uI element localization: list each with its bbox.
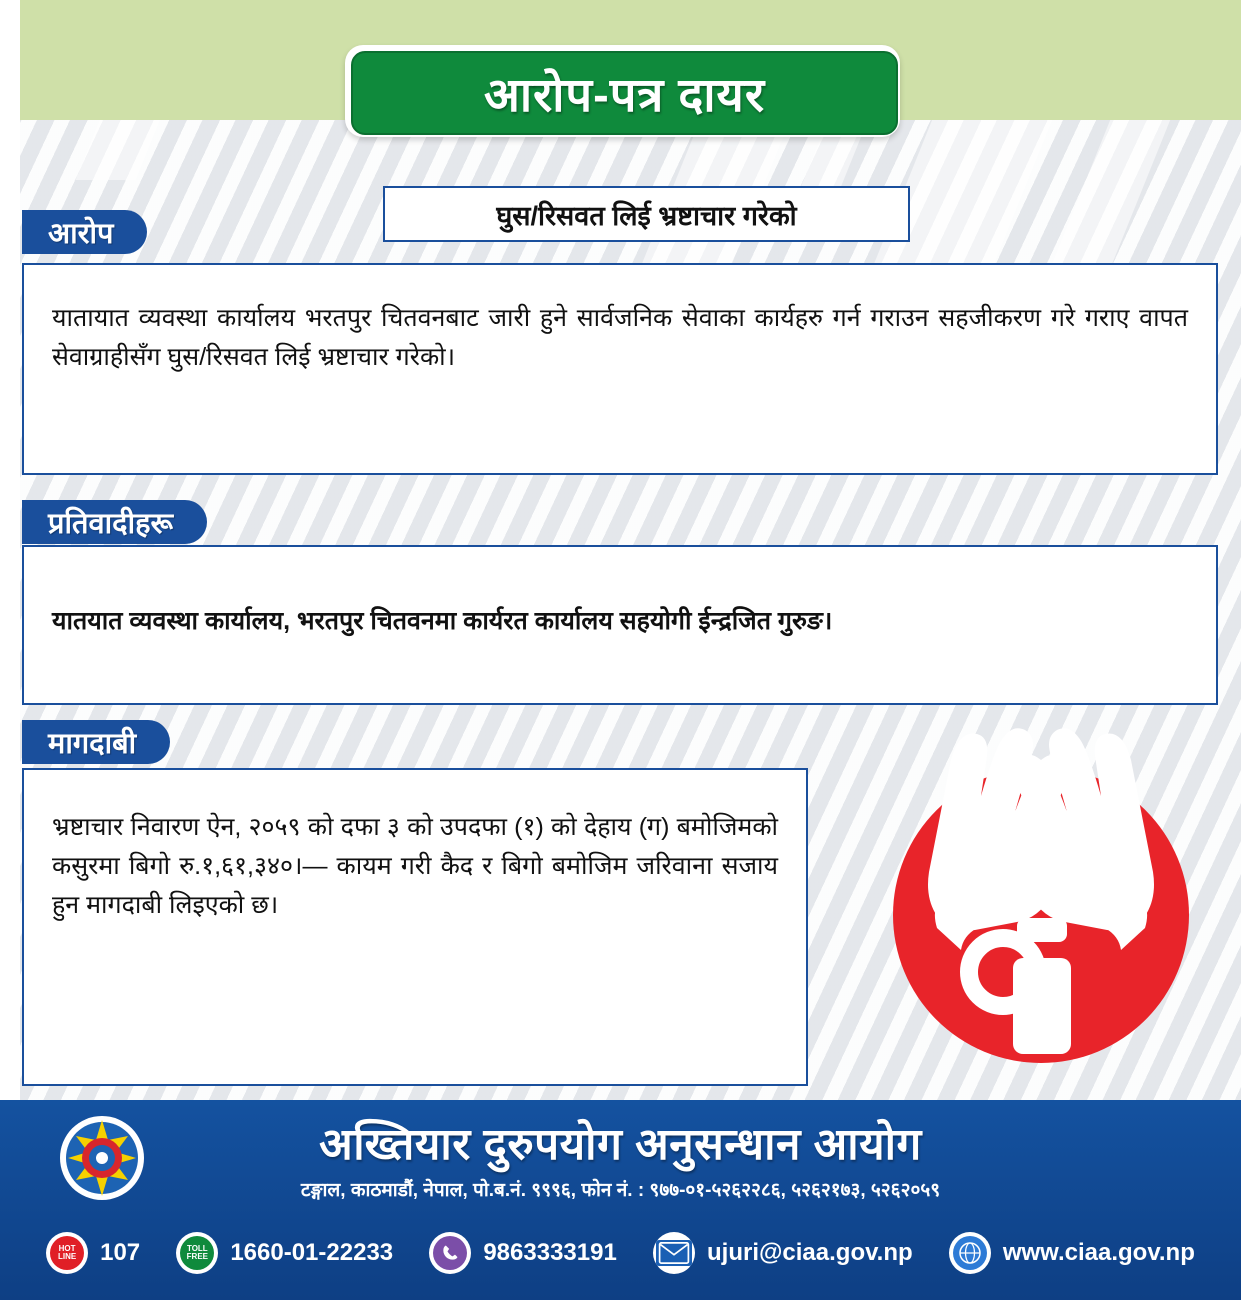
- footer: [0, 1100, 1241, 1300]
- footer-org-address: टङ्गाल, काठमाडौं, नेपाल, पो.ब.नं. ९९९६, फोन नं. : ९७७-०१-५२६२२८६, ५२६२१७३, ५२६२०५९: [300, 1180, 941, 1201]
- hotline-icon: [46, 1232, 88, 1274]
- poster-title: [345, 45, 900, 137]
- poster-subtitle-text: घुस/रिसवत लिई भ्रष्टाचार गरेको: [496, 200, 797, 231]
- tollfree-icon-label-2: FREE: [186, 1252, 208, 1261]
- email-icon: [653, 1232, 695, 1274]
- footer-contact-row: [0, 1218, 1241, 1288]
- tollfree-icon-label-1: TOLL: [186, 1243, 208, 1253]
- section-tab-magdabi-label: मागदाबी: [48, 727, 137, 760]
- contact-website[interactable]: [949, 1232, 1195, 1274]
- section-box-magdabi: [22, 768, 808, 1086]
- section-box-prativadi: [22, 545, 1218, 705]
- poster-subtitle-box: [383, 186, 910, 242]
- poster-title-plate: [351, 51, 898, 135]
- section-tab-aarop-label: आरोप: [48, 217, 114, 250]
- section-tab-magdabi: [22, 720, 170, 764]
- contact-email-text: ujuri@ciaa.gov.np: [707, 1239, 913, 1266]
- contact-tollfree[interactable]: [176, 1232, 393, 1274]
- section-tab-aarop: [22, 210, 147, 254]
- hotline-icon-label-2: LINE: [57, 1252, 77, 1261]
- contact-email[interactable]: [653, 1232, 913, 1274]
- contact-hotline-text: 107: [100, 1239, 141, 1266]
- contact-viber[interactable]: [429, 1232, 616, 1274]
- section-box-aarop: [22, 263, 1218, 475]
- contact-website-text: www.ciaa.gov.np: [1002, 1239, 1195, 1266]
- footer-org-block: [0, 1100, 1241, 1208]
- globe-icon: [949, 1232, 991, 1274]
- section-prativadi-body: यातयात व्यवस्था कार्यालय, भरतपुर चितवनमा कार्यरत कार्यालय सहयोगी ईन्द्रजित गुरुङ।: [52, 607, 833, 635]
- contact-hotline[interactable]: [46, 1232, 140, 1274]
- viber-icon: [429, 1232, 471, 1274]
- contact-tollfree-text: 1660-01-22233: [230, 1239, 394, 1266]
- section-tab-prativadi-label: प्रतिवादीहरू: [48, 507, 174, 540]
- footer-org-name: अख्तियार दुरुपयोग अनुसन्धान आयोग: [319, 1120, 922, 1169]
- handcuffs-icon: [891, 700, 1191, 1080]
- poster-title-text: आरोप-पत्र दायर: [483, 68, 766, 121]
- section-magdabi-body: भ्रष्टाचार निवारण ऐन, २०५९ को दफा ३ को उपदफा (१) को देहाय (ग) बमोजिमको कसुरमा बिगो रु.१,६१,३४०।— कायम गरी कैद र बिगो बमोजिम जरिवाना सजाय हुन मागदाबी लिइएको छ।: [52, 813, 778, 919]
- contact-viber-text: 9863333191: [483, 1239, 617, 1266]
- section-tab-prativadi: [22, 500, 207, 544]
- tollfree-icon: [176, 1232, 218, 1274]
- section-aarop-body: यातायात व्यवस्था कार्यालय भरतपुर चितवनबाट जारी हुने सार्वजनिक सेवाका कार्यहरु गर्न गराउन सहजीकरण गरे गराए वापत सेवाग्राहीसँग घुस/रिसवत लिई भ्रष्टाचार गरेको।: [52, 304, 1188, 371]
- hotline-icon-label-1: HOT: [58, 1243, 76, 1253]
